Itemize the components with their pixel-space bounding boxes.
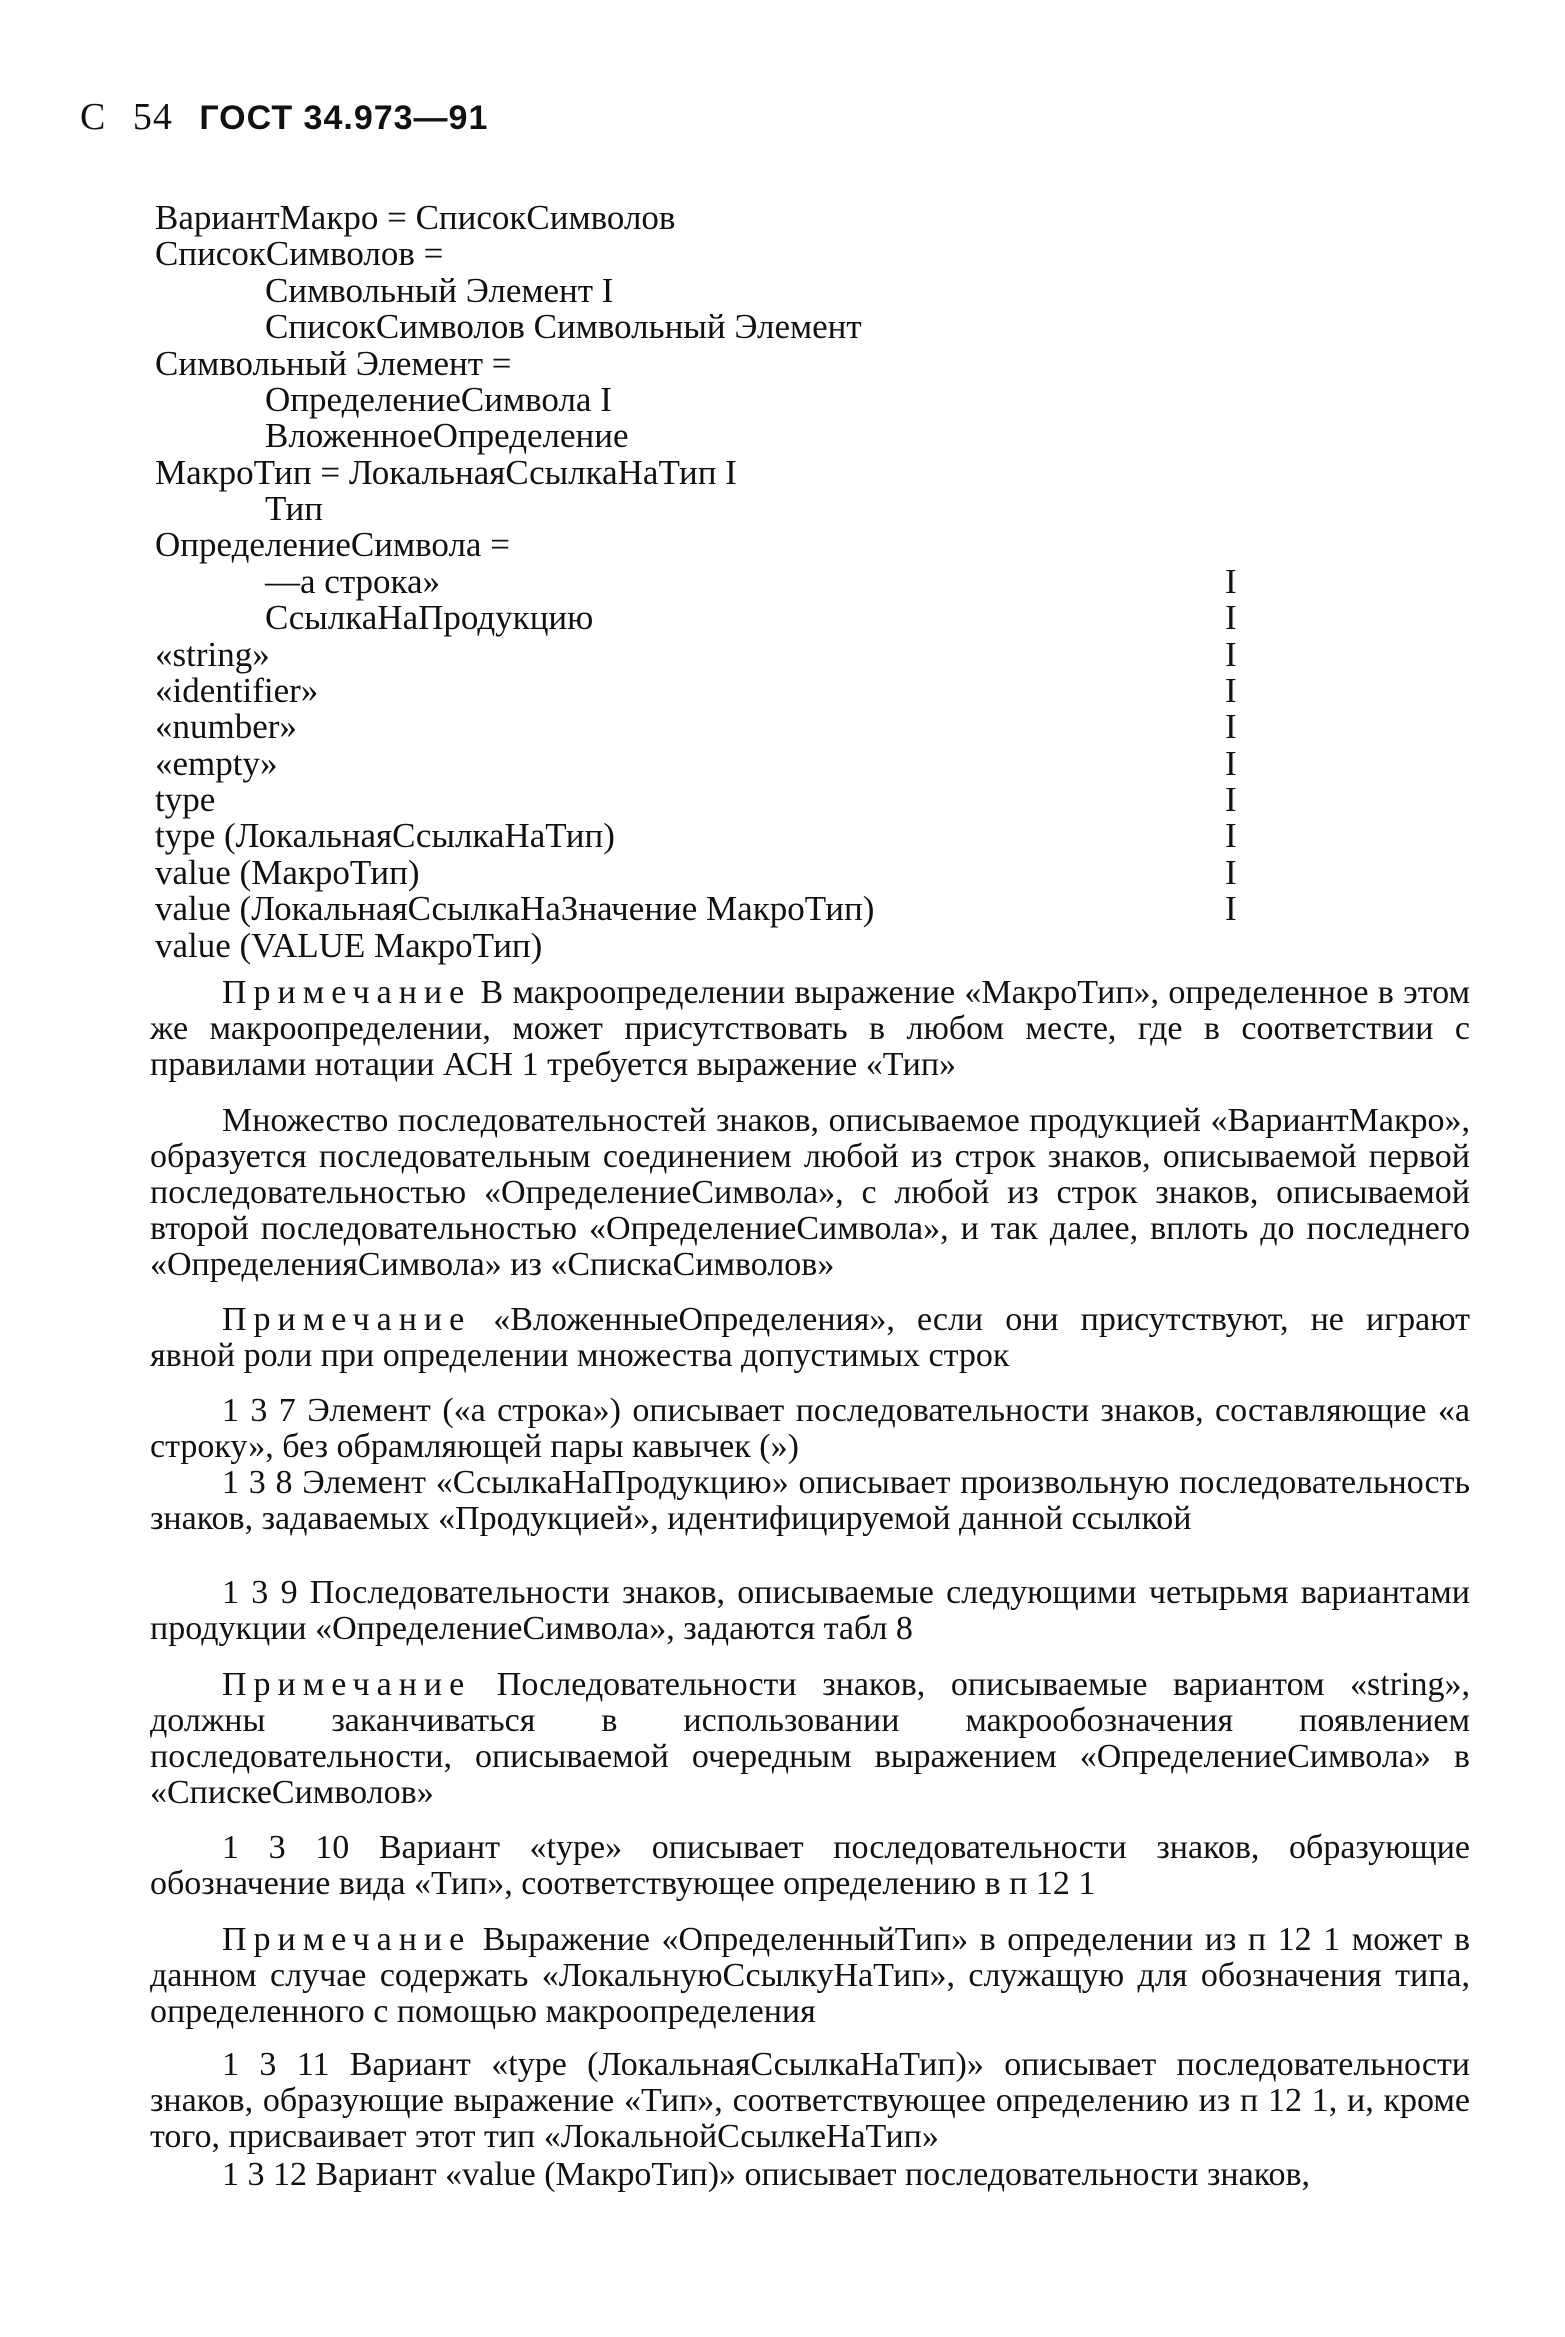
grammar-line: «string» bbox=[155, 635, 270, 674]
note-label: Примечание bbox=[222, 1301, 472, 1338]
page-number: 54 bbox=[132, 96, 173, 138]
grammar-line: Символьный Элемент I bbox=[265, 271, 614, 310]
grammar-line: ВложенноеОпределение bbox=[265, 416, 629, 455]
alternative-bar: I bbox=[1225, 598, 1237, 637]
clause-1-3-12: 1 3 12 Вариант «value (МакроТип)» описывает последовательности знаков, bbox=[222, 2156, 1311, 2193]
note-1 bbox=[150, 975, 1470, 1083]
standard-code: ГОСТ 34.973—91 bbox=[199, 99, 489, 137]
note-3 bbox=[150, 1667, 1470, 1811]
alternative-bar: I bbox=[1225, 671, 1237, 710]
alternative-bar: I bbox=[1225, 853, 1237, 892]
alternative-bar: I bbox=[1225, 635, 1237, 674]
alternative-bar: I bbox=[1225, 562, 1237, 601]
note-2 bbox=[150, 1302, 1470, 1374]
paragraph-sequence-set: Множество последовательностей знаков, описываемое продукцией «ВариантМакро», образуется последовательным соединением любой из строк знаков, описываемой первой последовательностью «ОпределениеСимвола», с любой из строк знаков, описываемой второй последовательностью «ОпределениеСимвола», и так далее, вплоть до последнего «ОпределенияСимвола» из «СпискаСимволов» bbox=[150, 1102, 1470, 1283]
note-text: Выражение «ОпределенныйТип» в определении из п 12 1 может в данном случае содержать «ЛокальнуюСсылкуНаТип», служащую для обозначения типа, определенного с помощью макроопределения bbox=[150, 1921, 1470, 2030]
alternative-bar: I bbox=[1225, 707, 1237, 746]
grammar-line: ВариантМакро = СписокСимволов bbox=[155, 198, 676, 237]
note-label: Примечание bbox=[222, 1666, 472, 1703]
clause-1-3-10: 1 3 10 Вариант «type» описывает последовательности знаков, образующие обозначение вида «Тип», соответствующее определению в п 12 1 bbox=[150, 1829, 1470, 1902]
grammar-line: «number» bbox=[155, 707, 297, 746]
note-4 bbox=[150, 1922, 1470, 2030]
clause-1-3-7: 1 3 7 Элемент («а строка») описывает последовательности знаков, составляющие «а строку», без обрамляющей пары кавычек (») bbox=[150, 1392, 1470, 1465]
grammar-line: Символьный Элемент = bbox=[155, 344, 512, 383]
grammar-line: value (ЛокальнаяСсылкаНаЗначение МакроТип) bbox=[155, 889, 875, 928]
grammar-line: «empty» bbox=[155, 744, 278, 783]
grammar-line: ОпределениеСимвола = bbox=[155, 525, 510, 564]
alternative-bar: I bbox=[1225, 889, 1237, 928]
note-label: Примечание bbox=[222, 1921, 472, 1958]
note-text: В макроопределении выражение «МакроТип», определенное в этом же макроопределении, может присутствовать в любом месте, где в соответствии с правилами нотации АСН 1 требуется выражение «Тип» bbox=[150, 974, 1471, 1083]
alternative-bar: I bbox=[1225, 744, 1237, 783]
note-label: Примечание bbox=[222, 974, 472, 1011]
grammar-line: type (ЛокальнаяСсылкаНаТип) bbox=[155, 816, 615, 855]
clause-1-3-11: 1 3 11 Вариант «type (ЛокальнаяСсылкаНаТип)» описывает последовательности знаков, образующие выражение «Тип», соответствующее определению из п 12 1, и, кроме того, присваивает этот тип «ЛокальнойСсылкеНаТип» bbox=[150, 2046, 1470, 2155]
grammar-line: Тип bbox=[265, 489, 323, 528]
grammar-line: СписокСимволов = bbox=[155, 234, 444, 273]
grammar-line: ОпределениеСимвола I bbox=[265, 380, 612, 419]
grammar-line: —а строка» bbox=[265, 562, 441, 601]
clause-1-3-9: 1 3 9 Последовательности знаков, описываемые следующими четырьмя вариантами продукции «ОпределениеСимвола», задаются табл 8 bbox=[150, 1574, 1470, 1647]
grammar-line: value (МакроТип) bbox=[155, 853, 420, 892]
grammar-line: value (VALUE МакроТип) bbox=[155, 926, 543, 965]
section-letter: С bbox=[80, 96, 107, 138]
alternative-bar: I bbox=[1225, 816, 1237, 855]
note-text: «ВложенныеОпределения», если они присутствуют, не играют явной роли при определении множества допустимых строк bbox=[150, 1301, 1470, 1374]
alternative-bar: I bbox=[1225, 780, 1237, 819]
page-header bbox=[80, 95, 504, 139]
grammar-line: МакроТип = ЛокальнаяСсылкаНаТип I bbox=[155, 453, 737, 492]
note-text: Последовательности знаков, описываемые вариантом «string», должны заканчиваться в использовании макрообозначения появлением последовательности, описываемой очередным выражением «ОпределениеСимвола» в «СпискеСимволов» bbox=[150, 1666, 1470, 1811]
grammar-line: type bbox=[155, 780, 216, 819]
grammar-line: СписокСимволов Символьный Элемент bbox=[265, 307, 862, 346]
grammar-line: «identifier» bbox=[155, 671, 319, 710]
grammar-line: СсылкаНаПродукцию bbox=[265, 598, 594, 637]
clause-1-3-8: 1 3 8 Элемент «СсылкаНаПродукцию» описывает произвольную последовательность знаков, задаваемых «Продукцией», идентифицируемой данной ссылкой bbox=[150, 1464, 1470, 1537]
